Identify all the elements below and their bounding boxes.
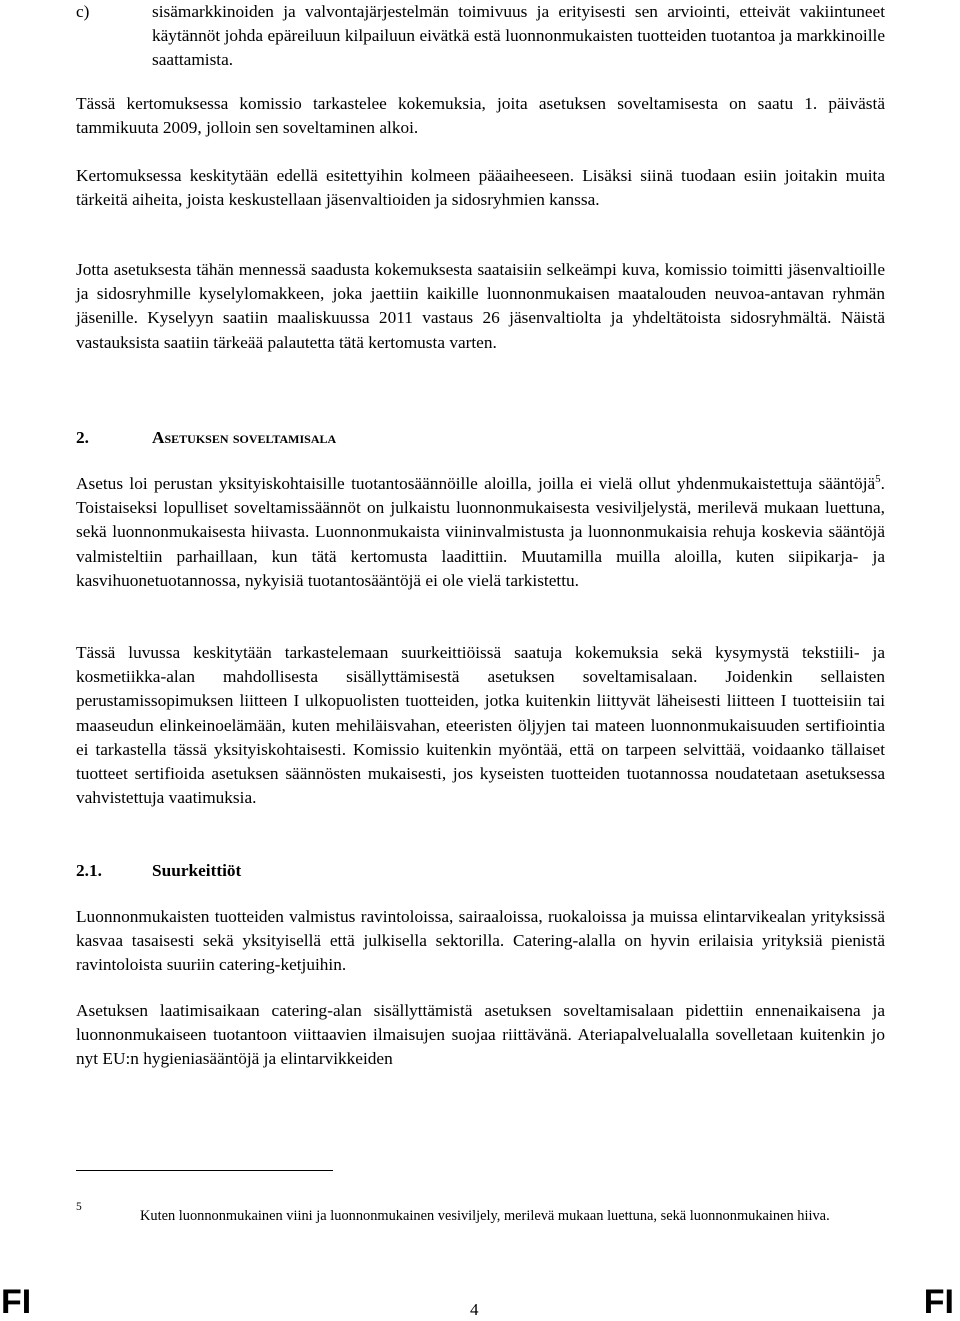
list-item-text: sisämarkkinoiden ja valvontajärjestelmän toimivuus ja erityisesti sen arviointi, etteivät vakiintuneet käytännöt johda epäreiluun kilpailuun eivätkä estä luonnonmukaisten tuotteiden tuotantoa ja markkinoille saattamista.: [152, 2, 885, 70]
paragraph-scope: [76, 472, 885, 593]
language-code-left: FI: [1, 1283, 32, 1321]
list-item-label: c): [76, 2, 90, 21]
paragraph-chapter-focus: Tässä luvussa keskitytään tarkastelemaan suurkeittiöissä saatuja kokemuksia sekä kysymystä tekstiili- ja kosmetiikka-alan mahdollisesta sisällyttämisestä asetuksen soveltamisalaan. Joidenkin sellaisten perustamissopimuksen liitteen I ulkopuolisten tuotteiden, jotka kuitenkin liittyvät läheisesti liitteen I tuotteisiin tai maaseudun elinkeinoelämään, kuten mehiläisvahan, eteeristen öljyjen tai mateen luonnonmukaisuuden sertifiointia ei tarkastella tässä yksityiskohtaisesti. Komissio kuitenkin myöntää, että on tarpeen selvittää, voidaanko tällaiset tuotteet sertifioida asetuksen säännösten mukaisesti, jos kyseisten tuotteiden tuotannossa noudatetaan asetuksessa vahvistettuja vaatimuksia.: [76, 643, 885, 808]
subsection-title: Suurkeittiöt: [152, 861, 242, 880]
paragraph-scope-text: Asetus loi perustan yksityiskohtaisille tuotantosäännöille aloilla, joilla ei vielä ollut yhdenmukaistettuja sääntöjä: [76, 474, 876, 493]
section-number: 2.: [76, 428, 89, 447]
paragraph-scope-text-cont: . Toistaiseksi lopulliset soveltamissäännöt on julkaistu luonnonmukaisesta vesiviljelystä, merilevä mukaan luettuna, sekä luonnonmukaisesta hiivasta. Luonnonmukaista viininvalmistusta ja luonnonmukaisia rehuja koskevia sääntöjä valmisteltiin parhaillaan, kun tätä kertomusta laadittiin. Muutamilla muilla aloilla, kuten siipikarja- ja kasvihuonetuotannossa, nykyisiä tuotantosääntöjä ei ole vielä tarkistettu.: [76, 474, 885, 590]
page-number: 4: [470, 1300, 479, 1319]
language-code-right: FI: [923, 1283, 954, 1321]
footnote-reference[interactable]: 5: [875, 473, 881, 486]
footnote-number: 5: [76, 1201, 82, 1213]
paragraph-questionnaire: Jotta asetuksesta tähän mennessä saadusta kokemuksesta saataisiin selkeämpi kuva, komissio toimitti jäsenvaltioille ja sidosryhmille kyselylomakkeen, joka jaettiin kaikille luonnonmukaisen maatalouden neuvoa-antavan ryhmän jäsenille. Kyselyyn saatiin maaliskuussa 2011 vastaus 26 jäsenvaltiolta ja yhdeltätoista sidosryhmältä. Näistä vastauksista saatiin tärkeää palautetta tätä kertomusta varten.: [76, 260, 885, 352]
footnote-text: Kuten luonnonmukainen viini ja luonnonmukainen vesiviljely, merilevä mukaan luettuna, sekä luonnonmukainen hiiva.: [140, 1208, 830, 1224]
paragraph-catering-growth: Luonnonmukaisten tuotteiden valmistus ravintoloissa, sairaaloissa, ruokaloissa ja muissa elintarvikealan yrityksissä kasvaa tasaisesti sekä yksityisellä että julkisella sektorilla. Catering-alalla on hyvin erilaisia yrityksiä pienistä ravintoloista suuriin catering-ketjuihin.: [76, 907, 885, 975]
paragraph-catering-history: Asetuksen laatimisaikaan catering-alan sisällyttämistä asetuksen soveltamisalaan pidettiin ennenaikaisena ja luonnonmukaiseen tuotantoon viittaavien ilmaisujen suojaa riittävänä. Ateriapalvelualalla sovelletaan kuitenkin jo nyt EU:n hygieniasääntöjä ja elintarvikkeiden: [76, 1001, 885, 1069]
subsection-number: 2.1.: [76, 861, 102, 880]
section-title: Asetuksen soveltamisala: [152, 428, 337, 447]
footnote-divider: [76, 1170, 333, 1171]
paragraph-intro: Tässä kertomuksessa komissio tarkastelee kokemuksia, joita asetuksen soveltamisesta on saatu 1. päivästä tammikuuta 2009, jolloin sen soveltaminen alkoi.: [76, 94, 885, 138]
list-item-c: [0, 0, 960, 80]
paragraph-focus: Kertomuksessa keskitytään edellä esitettyihin kolmeen pääaiheeseen. Lisäksi siinä tuodaan esiin joitakin muita tärkeitä aiheita, joista keskustellaan jäsenvaltioiden ja sidosryhmien kanssa.: [76, 166, 885, 210]
